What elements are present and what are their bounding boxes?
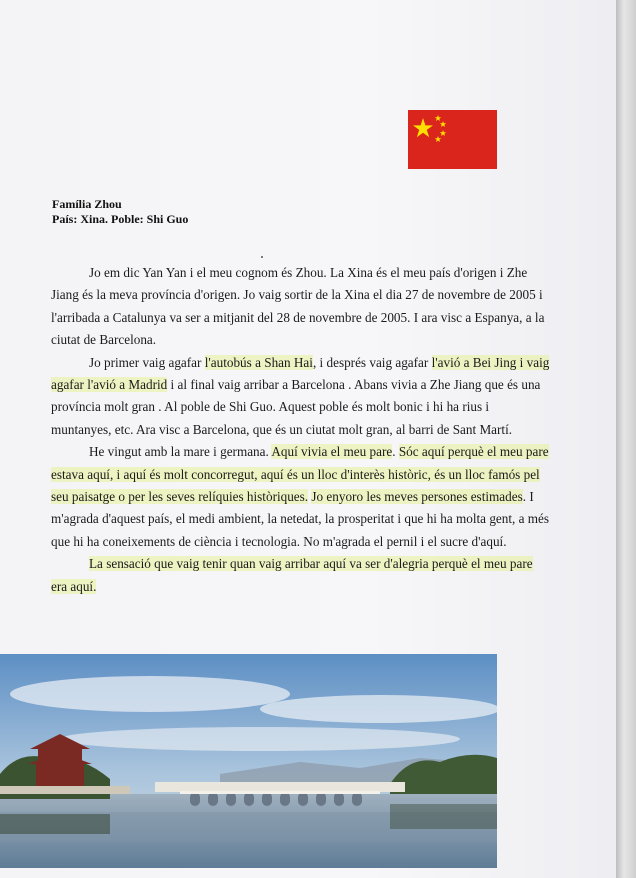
highlighted-text: Jo enyoro les meves persones estimades bbox=[311, 489, 523, 505]
china-flag-icon bbox=[408, 110, 497, 169]
highlighted-text: l'avió a Bei Jing i vaig agafar l'avió a Madrid bbox=[51, 354, 550, 393]
paragraph bbox=[51, 553, 551, 598]
paragraph bbox=[51, 262, 551, 352]
family-name: Família Zhou bbox=[52, 197, 122, 211]
text-segment: . bbox=[392, 444, 399, 460]
text-segment: Jo em dic Yan Yan i el meu cognom és Zhou. La Xina és el meu país d'origen i Zhe Jiang és la meva província d'origen. Jo vaig sortir de la Xina el dia 27 de novembre de 2005 i l'arribada a Catalunya va ser a mitjanit del 28 de novembre de 2005. I ara visc a Espanya, a la ciutat de Barcelona. bbox=[51, 265, 545, 348]
highlighted-text: Sóc aquí perquè el meu pare estava aquí, i aquí és molt concorregut, aquí és un lloc d'interès històric, és un lloc famós pel seu paisatge o per les seves relíquies històriques. bbox=[51, 444, 549, 505]
summer-palace-photo bbox=[0, 654, 497, 868]
paragraph bbox=[51, 352, 551, 442]
highlighted-text: Aquí vivia el meu pare bbox=[271, 444, 393, 460]
paragraph bbox=[51, 441, 551, 553]
document-header bbox=[52, 197, 188, 227]
highlighted-text: l'autobús a Shan Hai bbox=[204, 354, 313, 370]
text-segment: , i després vaig agafar bbox=[312, 354, 432, 370]
country-line: País: Xina. Poble: Shi Guo bbox=[52, 212, 189, 226]
essay-body bbox=[51, 262, 551, 598]
text-segment: . I m'agrada d'aquest país, el medi ambient, la netedat, la prosperitat i que hi ha molta gent, a més que hi ha coneixements de ciència i tecnologia. No m'agrada el pernil i el sucre d'aquí. bbox=[51, 489, 550, 549]
text-segment: He vingut amb la mare i germana. bbox=[89, 444, 272, 460]
text-segment: Jo primer vaig agafar bbox=[89, 354, 205, 370]
stray-mark bbox=[261, 256, 263, 258]
text-segment: i al final vaig arribar a Barcelona . Abans vivia a Zhe Jiang que és una província molt gran . Al poble de Shi Guo. Aquest poble és molt bonic i hi ha rius i muntanyes, etc. Ara visc a Barcelona, que és un ciutat molt gran, al barri de Sant Martí. bbox=[51, 377, 541, 437]
highlighted-text: La sensació que vaig tenir quan vaig arribar aquí va ser d'alegria perquè el meu pare era aquí. bbox=[51, 556, 533, 594]
page-edge bbox=[616, 0, 636, 878]
